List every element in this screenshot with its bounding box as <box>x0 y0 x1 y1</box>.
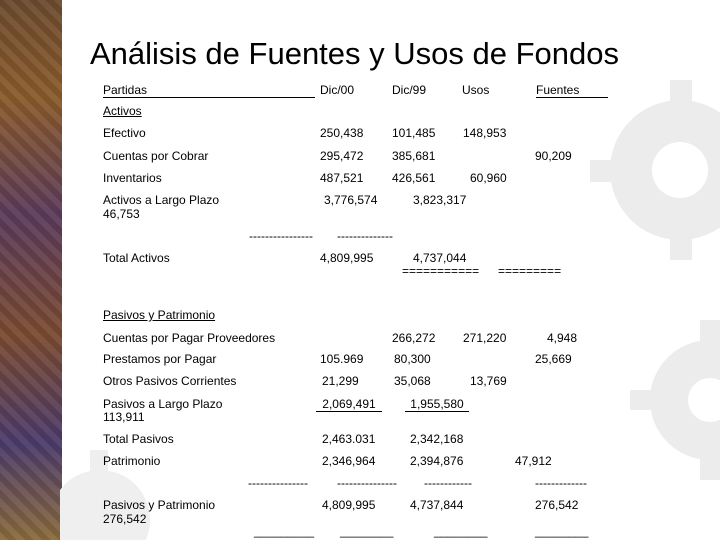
cuentas-pagar-fuentes: 4,948 <box>547 331 578 345</box>
bottom-rule: _________ <box>254 524 315 538</box>
pasivos-lp-dic99: 1,955,580 <box>405 397 469 412</box>
section-pasivos: Pasivos y Patrimonio <box>103 308 216 322</box>
pasivos-lp-label: Pasivos a Largo Plazo <box>103 397 223 411</box>
total-activos-dic00: 4,809,995 <box>320 251 374 265</box>
page-title: Análisis de Fuentes y Usos de Fondos <box>90 36 619 71</box>
total-activos-label: Total Activos <box>103 251 170 265</box>
prestamos-dic99: 80,300 <box>394 352 431 366</box>
separator-dashes: --------------- <box>337 476 397 490</box>
separator-dashes: --------------- <box>248 476 308 490</box>
otros-pasivos-dic99: 35,068 <box>394 374 431 388</box>
header-usos: Usos <box>462 83 490 97</box>
inventarios-usos: 60,960 <box>470 171 507 185</box>
patrimonio-dic00: 2,346,964 <box>322 454 376 468</box>
header-dic00: Dic/00 <box>320 83 355 97</box>
inventarios-label: Inventarios <box>103 171 162 185</box>
cuentas-cobrar-dic99: 385,681 <box>392 149 436 163</box>
cuentas-pagar-label: Cuentas por Pagar Proveedores <box>103 331 276 345</box>
otros-pasivos-dic00: 21,299 <box>322 374 359 388</box>
total-pyp-usos: 276,542 <box>103 512 147 526</box>
gear-icon <box>560 70 720 270</box>
separator-dashes: ------------ <box>424 476 472 490</box>
prestamos-label: Prestamos por Pagar <box>103 352 217 366</box>
double-rule: ========= <box>498 264 562 278</box>
pasivos-lp-dic00: 2,069,491 <box>316 397 382 412</box>
total-pasivos-dic99: 2,342,168 <box>410 432 464 446</box>
bottom-rule: ________ <box>535 524 589 538</box>
prestamos-dic00: 105.969 <box>320 352 364 366</box>
otros-pasivos-label: Otros Pasivos Corrientes <box>103 374 237 388</box>
decorative-sidebar <box>0 0 62 540</box>
patrimonio-label: Patrimonio <box>103 454 161 468</box>
bottom-rule: ________ <box>340 524 394 538</box>
inventarios-dic99: 426,561 <box>392 171 436 185</box>
efectivo-dic00: 250,438 <box>320 126 364 140</box>
activos-lp-label: Activos a Largo Plazo <box>103 193 220 207</box>
total-pyp-fuentes: 276,542 <box>535 498 579 512</box>
pasivos-lp-usos: 113,911 <box>103 410 145 424</box>
efectivo-usos: 148,953 <box>463 126 507 140</box>
patrimonio-usos: 47,912 <box>515 454 552 468</box>
header-partidas: Partidas <box>103 83 315 98</box>
header-dic99: Dic/99 <box>392 83 427 97</box>
separator-dashes: ---------------- <box>249 229 313 243</box>
total-pyp-label: Pasivos y Patrimonio <box>103 498 216 512</box>
header-fuentes: Fuentes <box>536 83 608 98</box>
separator-dashes: -------------- <box>337 229 393 243</box>
cuentas-cobrar-label: Cuentas por Cobrar <box>103 149 209 163</box>
gear-icon <box>620 300 720 500</box>
total-pasivos-dic00: 2,463.031 <box>322 432 376 446</box>
cuentas-cobrar-dic00: 295,472 <box>320 149 364 163</box>
activos-lp-dic00: 3,776,574 <box>324 193 378 207</box>
cuentas-pagar-dic99: 271,220 <box>463 331 507 345</box>
separator-dashes: ------------- <box>535 476 587 490</box>
total-pasivos-label: Total Pasivos <box>103 432 174 446</box>
activos-lp-dic99: 3,823,317 <box>413 193 467 207</box>
cuentas-pagar-dic00: 266,272 <box>392 331 436 345</box>
otros-pasivos-usos: 13,769 <box>470 374 507 388</box>
double-rule: =========== <box>402 264 480 278</box>
efectivo-label: Efectivo <box>103 126 146 140</box>
patrimonio-dic99: 2,394,876 <box>410 454 464 468</box>
inventarios-dic00: 487,521 <box>320 171 364 185</box>
prestamos-fuentes: 25,669 <box>535 352 572 366</box>
activos-lp-fuentes: 46,753 <box>103 207 140 221</box>
total-pyp-dic99: 4,737,844 <box>410 498 464 512</box>
total-pyp-dic00: 4,809,995 <box>322 498 376 512</box>
bottom-rule: ________ <box>434 524 488 538</box>
efectivo-dic99: 101,485 <box>392 126 436 140</box>
section-activos: Activos <box>103 104 142 118</box>
total-activos-dic99: 4,737,044 <box>413 251 467 265</box>
cuentas-cobrar-fuentes: 90,209 <box>535 149 572 163</box>
